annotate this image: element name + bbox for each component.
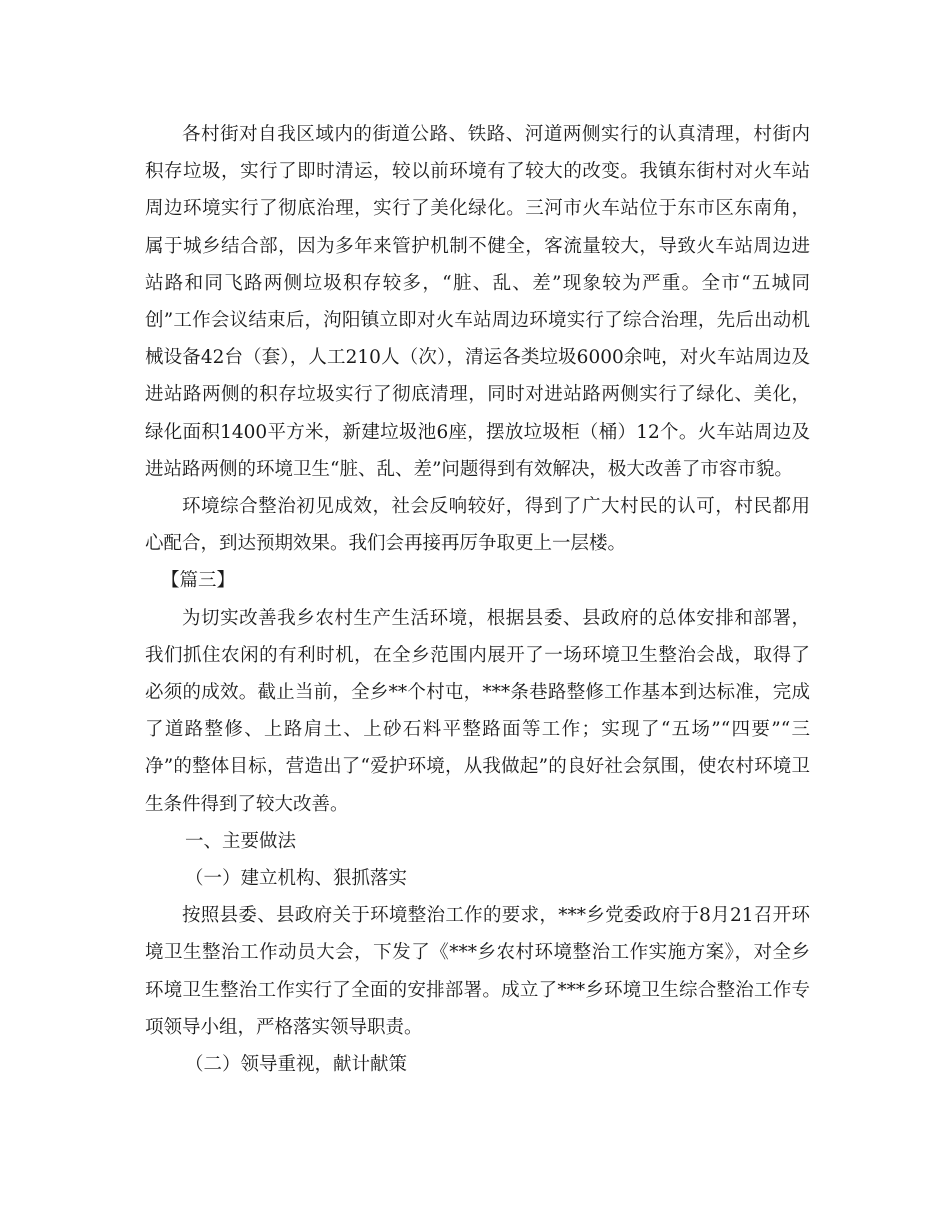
heading-main-practices: 一、主要做法 xyxy=(185,830,297,852)
paragraph-organization-details: 按照县委、县政府关于环境整治工作的要求，***乡党委政府于8月21召开环境卫生整治工作动员大会，下发了《***乡农村环境整治工作实施方案》，对全乡环境卫生整治工作实行了全面的安排部署。成立了***乡环境卫生综合整治工作专项领导小组，严格落实领导职责。 xyxy=(145,905,810,1038)
paragraph-results-summary: 环境综合整治初见成效，社会反响较好，得到了广大村民的认可，村民都用心配合，到达预期效果。我们会再接再厉争取更上一层楼。 xyxy=(145,496,810,555)
subheading-leadership-attention: （二）领导重视，献计献策 xyxy=(185,1054,408,1076)
subheading-establish-organization: （一）建立机构、狠抓落实 xyxy=(185,868,408,890)
section-heading-part-three: 【篇三】 xyxy=(161,570,236,592)
paragraph-introduction: 为切实改善我乡农村生产生活环境，根据县委、县政府的总体安排和部署，我们抓住农闲的有利时机，在全乡范围内展开了一场环境卫生整治会战，取得了必须的成效。截止当前，全乡**个村屯，***条巷路整修工作基本到达标准，完成了道路整修、上路肩土、上砂石料平整路面等工作；实现了“五场”“四要”“三净”的整体目标，营造出了“爱护环境，从我做起”的良好社会氛围，使农村环境卫生条件得到了较大改善。 xyxy=(145,607,810,815)
paragraph-cleanup-report: 各村街对自我区域内的街道公路、铁路、河道两侧实行的认真清理，村街内积存垃圾，实行了即时清运，较以前环境有了较大的改变。我镇东街村对火车站周边环境实行了彻底治理，实行了美化绿化。三河市火车站位于东市区东南角，属于城乡结合部，因为多年来管护机制不健全，客流量较大，导致火车站周边进站路和同飞路两侧垃圾积存较多，“脏、乱、差”现象较为严重。全市“五城同创”工作会议结束后，泃阳镇立即对火车站周边环境实行了综合治理，先后出动机械设备42台（套），人工210人（次），清运各类垃圾6000余吨，对火车站周边及进站路两侧的积存垃圾实行了彻底清理，同时对进站路两侧实行了绿化、美化，绿化面积1400平方米，新建垃圾池6座，摆放垃圾柜（桶）12个。火车站周边及进站路两侧的环境卫生“脏、乱、差”问题得到有效解决，极大改善了市容市貌。 xyxy=(145,124,810,480)
document-body xyxy=(145,116,810,1083)
